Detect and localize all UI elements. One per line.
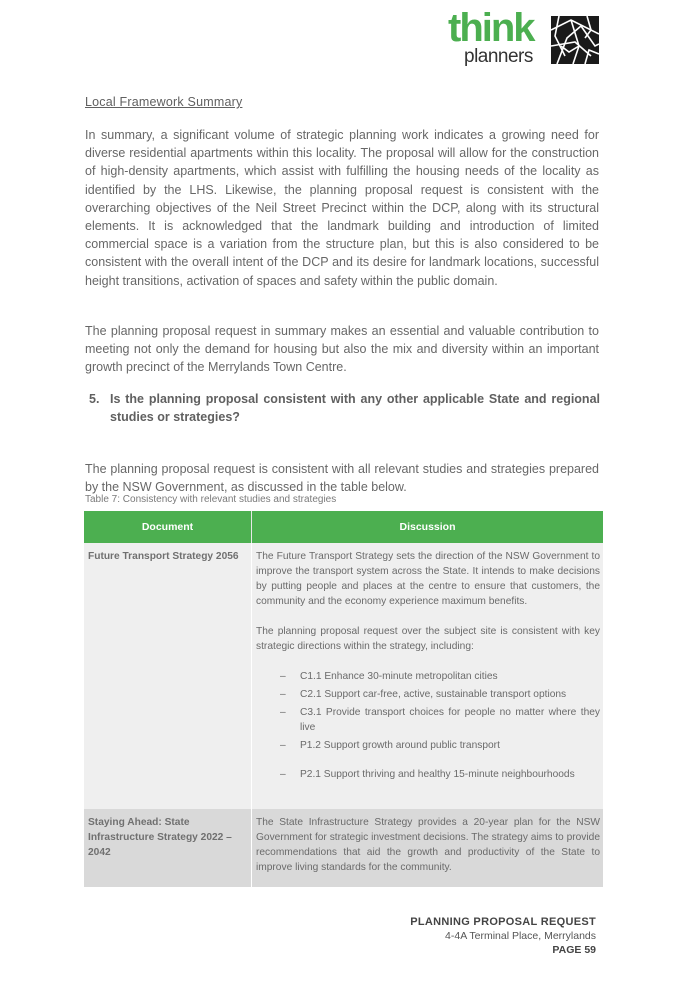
document-cell: Staying Ahead: State Infrastructure Strategy 2022 – 2042 [84,809,252,887]
header-discussion: Discussion [252,511,604,543]
table-caption: Table 7: Consistency with relevant studies and strategies [85,494,337,505]
logo-word-think: think [448,6,534,50]
table-row [84,543,603,809]
header-document: Document [84,511,252,543]
strategy-directions-list [256,669,600,782]
question-text: Is the planning proposal consistent with any other applicable State and regional studies or strategies? [110,392,600,424]
answer-paragraph: The planning proposal request is consistent with all relevant studies and strategies prepared by the NSW Government, as discussed in the table below. [85,462,599,495]
list-item: – C3.1 Provide transport choices for people no matter where they live [256,705,600,735]
list-item: – C2.1 Support car-free, active, sustainable transport options [256,687,600,702]
summary-paragraph-2: The planning proposal request in summary makes an essential and valuable contribution to meeting not only the demand for housing but also the mix and diversity within an important growth precinct of the Merrylands Town Centre. [85,324,599,375]
list-item: – P2.1 Support thriving and healthy 15-minute neighbourhoods [256,767,600,782]
think-planners-logo [448,6,600,70]
summary-paragraph-1: In summary, a significant volume of strategic planning work indicates a growing need for diverse residential apartments within this locality. The proposal will allow for the construction of high-density apartments, which assist with fulfilling the housing needs of the locality as identified by the LHS. Likewise, the planning proposal request is consistent with the overarching objectives of the Neil Street Precinct within the DCP, along with its structural elements. It is acknowledged that the landmark building and introduction of limited commercial space is a variation from the structure plan, but this is also considered to be consistent with the overall intent of the DCP and its desire for landmark locations, successful height transitions, activation of spaces and safety within the public domain. [85,128,599,288]
discussion-cell [252,809,604,887]
discussion-paragraph: The Future Transport Strategy sets the direction of the NSW Government to improve the transport system across the State. It intends to make decisions by putting people and places at the centre to ensure that customers, the community and the economy experience maximum benefits. [256,551,600,607]
table-row [84,809,603,887]
page-footer [410,915,596,957]
table-header-row [84,511,603,543]
discussion-paragraph: The State Infrastructure Strategy provides a 20-year plan for the NSW Government for strategic investment decisions. The strategy aims to provide recommendations that aid the growth and productivity of the State to improve living standards for the community. [256,817,600,873]
footer-title: PLANNING PROPOSAL REQUEST [410,916,596,928]
section-heading: Local Framework Summary [85,95,243,109]
logo-word-planners: planners [464,46,533,67]
document-cell: Future Transport Strategy 2056 [84,543,252,809]
logo-map-mark-icon [551,16,599,64]
footer-address: 4-4A Terminal Place, Merrylands [445,930,596,942]
discussion-paragraph: The planning proposal request over the subject site is consistent with key strategic directions within the strategy, including: [256,626,600,652]
page-number: PAGE 59 [552,944,596,956]
consistency-table [84,511,603,887]
list-item: – P1.2 Support growth around public transport [256,738,600,753]
list-item: – C1.1 Enhance 30-minute metropolitan cities [256,669,600,684]
question-number: 5. [89,392,100,406]
discussion-cell [252,543,604,809]
